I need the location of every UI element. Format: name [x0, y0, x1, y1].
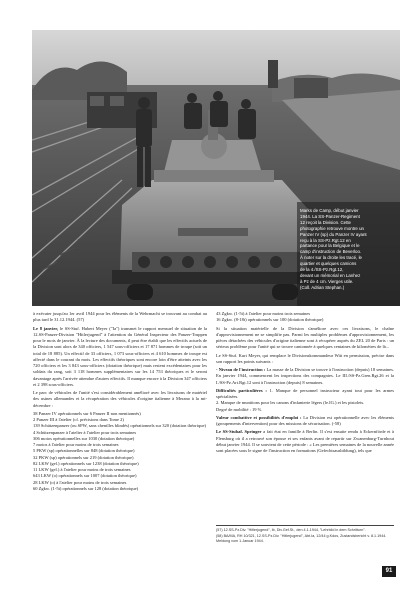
- inventory-line: 38 Panzer IV opérationnels sur 6 Panzer II non mentionnés): [33, 410, 141, 416]
- caption-line: devant un mémorial en Lanhez: [300, 272, 361, 278]
- caption-line: à Pz de 4 cm. Vierges utile.: [300, 278, 354, 284]
- caption-line: photographie retrouve montre un: [300, 225, 364, 231]
- paragraph: 2. Manque de munitions pour les canons d'infanterie légers (le.IG.) et les pistolets.: [216, 400, 365, 406]
- footnotes: [216, 525, 394, 545]
- inventory-line: 2 Panzer III à l'atelier (cf. précisions dans Tome 2): [33, 417, 124, 422]
- paragraph: Si la situation matérielle de la Division s'améliore avec ces livraisons, le chaîne d'approvisionnement ne se simplifie pas. Parmi les multiples problèmes d'approvisionnement, les pièces détachées des véhicules d'origine italienne sont à récupérer auprès du ZEL 20 de Paris : un sérieux problème pour l'unité qui se trouve cantonnée à quelques centaines de kilomètres de là...: [216, 325, 394, 350]
- caption-line: Panzer IV (sp) du Panzer IV ayant: [300, 231, 367, 237]
- paragraph: [216, 429, 394, 454]
- inventory-line: 82 LKW (gel.) opérationnels sur 1238 (dotation théorique): [33, 460, 139, 466]
- inventory-line: 7 motos à l'atelier pour moins de trois semaines: [33, 442, 119, 447]
- paragraph-lead: Difficultés particulières :: [216, 387, 267, 393]
- paragraph: Le parc de véhicules de l'unité s'est considérablement amélioré avec les livraisons de matériel des usines allemandes et la récupération des véhicules d'origine italienne à Merano à la mi-décembre :: [33, 390, 207, 408]
- paragraph: Le SS-Stuf. Kurt Meyer, qui remplace le Divisionskommandeur Witt en permission, précise dans son rapport les points suivants :: [216, 352, 394, 364]
- caption-line: 12 reçoit la Division. Cette: [300, 219, 352, 225]
- inventory-line: 16 Zgkw. (8-18t) opérationnels sur 100 (dotation théorique): [216, 317, 324, 323]
- inventory-line: 4 Schützenpanzer à l'atelier à l'atelier pour trois semaines: [33, 429, 137, 435]
- paragraph-body: La masse de la Division se trouve à l'instruction (depuis) 18 semaines. En janvier 1944, commencent les inspections des compagnies. Le III./SS-Pz.Gren.Rgt.26 et la I./SS-Pz.Art.Rgt.12 sont à l'instruction (depuis) 8 semaines.: [216, 367, 394, 385]
- paragraph-lead: Le 8 janvier,: [33, 325, 59, 331]
- footnote: (57) 12.SS-Pz.Div. "Hitlerjugend", Ib, Div.Gef.St., den 4.1.1944, "Lehrbild in dem Schritturn".: [216, 528, 366, 532]
- caption-line: Marks de Camp, début janvier: [300, 208, 359, 213]
- caption-line: (Coll. Adrian Stephan.): [300, 284, 345, 290]
- text-column-left: [33, 311, 207, 492]
- paragraph: [216, 367, 394, 386]
- paragraph: [33, 326, 207, 389]
- paragraph-body: a fait état en famille à Berlin. Il s'est ensuite rendu à Eckernförde et à Flensburg où il a retrouvé son épouse et ses enfants avant de repartir sur Zwanenburg-Turnhout début janvier 1944. Il se souvient de cette période : « Les premières semaines de la nouvelle année sont placées sous le signe de l'instruction en formations (Gefechtsausbildung), tels que: [216, 429, 394, 453]
- caption-line: quartier et quelques camions: [300, 261, 357, 267]
- inventory-line: 306 motos opérationnelles sur 1030 (dotation théorique): [33, 435, 135, 441]
- paragraph-body: 1. Manque de personnel instructeur ayant tout pour les armes spécialisées.: [216, 387, 395, 399]
- text-column-right: [216, 311, 394, 456]
- caption-line: partance pour la Belgique et le: [300, 243, 360, 249]
- paragraph: [216, 415, 394, 428]
- photo-caption: [300, 208, 394, 291]
- caption-line: camp d'instruction de Beverloo.: [300, 249, 362, 255]
- inventory-line: 60 Zgkw. (1-5t) opérationnels sur 128 (dotation théorique): [33, 485, 139, 491]
- caption-line: 1944. La SS-Panzer-Regiment: [300, 213, 360, 219]
- paragraph: [216, 388, 394, 401]
- caption-line: reçu à la SS-Pz.Rgt.12 en: [300, 237, 351, 243]
- footnote: (58) BA/MA, RH 10/321, 12.SS-Pz.Div. "Hitlerjugend", Abt.Ia, 12/44 g.Kdos, Zustandsbericht v. 8.1.1944. Meldung vom 1.Januar 1944.: [216, 534, 387, 543]
- paragraph: à exécuter jusqu'au 1er avril 1944 pour les éléments de la Wehrmacht se trouvant au combat au plus tard le 31.12.1944. (57): [33, 311, 207, 323]
- page-number: 91: [382, 566, 396, 577]
- paragraph-lead: Valeur combattive et possibilités d'emploi :: [216, 414, 302, 420]
- paragraph-body: La Division est opérationnelle avec les éléments (groupements d'intervention) pour des missions de sécurisation. (-58): [216, 414, 394, 426]
- paragraph: Degré de mobilité : 19 %: [216, 406, 262, 412]
- inventory-line: 28 LKW (o) à l'atelier pour moins de trois semaines: [33, 479, 127, 485]
- inventory-line: 32 PKW (sp) opérationnels sur 219 (dotation théorique): [33, 454, 134, 460]
- paragraph-lead: - Niveau de l'instruction :: [216, 367, 266, 372]
- inventory-line: 43 Zgkw. (1-5t) à l'atelier pour moins trois semaines: [216, 311, 311, 316]
- inventory-line: 11 LKW (gel.) à l'atelier pour moins de trois semaines: [33, 467, 131, 472]
- caption-line: À noter sur la droite les tracé, le: [300, 255, 362, 261]
- inventory-line: 139 Schützenpanzer (ou SPW, sans chenilles blindés) opérationnels sur 320 (dotation théorique): [33, 423, 207, 429]
- paragraph-lead: Le SS-Stubaf. Springer: [216, 429, 262, 435]
- inventory-line: 5 PKW (sp) opérationnelles sur 848 (dotation théorique): [33, 448, 135, 454]
- paragraph-body: le SS-Stuf. Hubert Meyer ("Ia") transmet le rapport mensuel de situation de la 12.SS-Panzer-Division "Hitlerjugend" à l'attention du Général Inspecteur des Panzer-Truppen pour le mois de janvier. À la lecture des documents, il peut être établi que les effectifs actuels de la Division sont alors de 340 officiers, 1 547 sous-officiers et 17 871 hommes de troupe (soit un total de 18 885). Un effectif de 33 officiers, 1 073 sous-officiers et 4 610 hommes de troupe est affecté dans le courant du mois. Les effectifs théoriques sont encore loin d'être atteints avec les 720 officiers et les 3 843 sous-officiers (dotation théorique) mais restent excédentaires pour les soldats du rang, soit 3 118 hommes supplémentaires sur les 14 753 théoriques et le seront davantage après l'arrivée attendue d'autres effectifs. Il manque encore à la Division 347 officiers et 2 398 sous-officiers.: [33, 325, 207, 387]
- caption-line: de la 4./SS-Pz.Rgt.12,: [300, 267, 344, 273]
- inventory-line: 643 LKW (o) opérationnels sur 1007 (dotation théorique): [33, 473, 137, 479]
